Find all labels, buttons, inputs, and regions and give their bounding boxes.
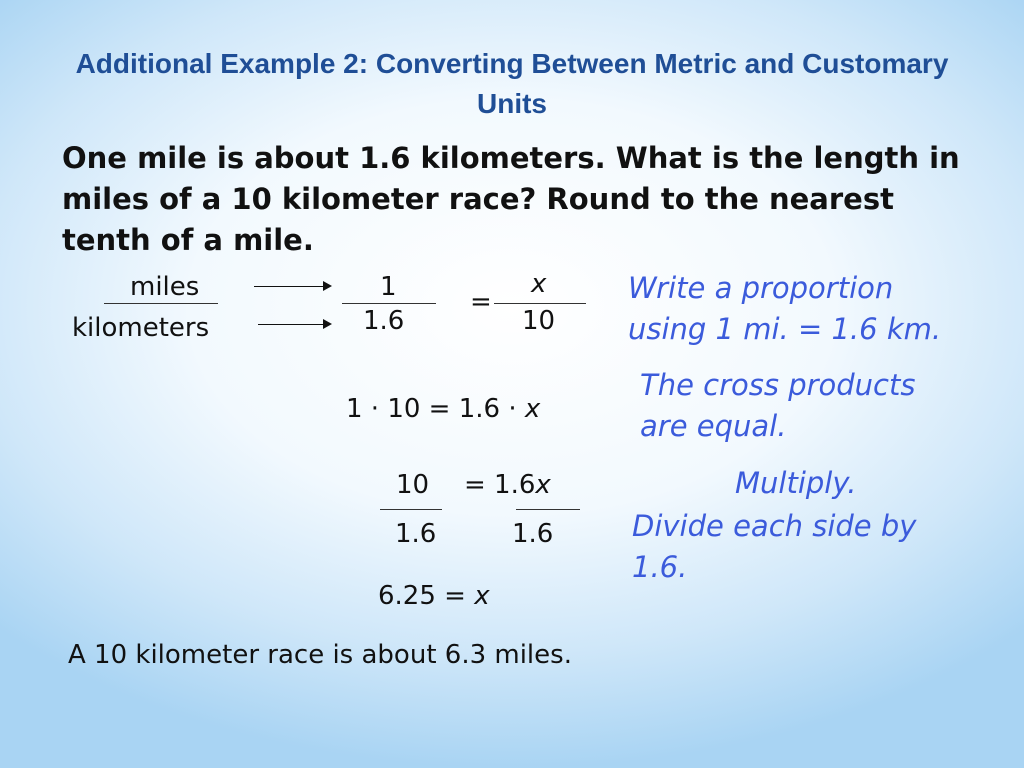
arrow-right-icon: [258, 324, 330, 325]
arrow-right-icon: [254, 286, 330, 287]
result-equation: 6.25 = x: [378, 581, 490, 611]
divide-right-bar: [516, 509, 580, 510]
divide-left-bar: [380, 509, 442, 510]
note-proportion: Write a proportion using 1 mi. = 1.6 km.: [628, 271, 942, 346]
divide-left-denominator: 1.6: [395, 519, 437, 549]
note-multiply: Multiply.: [735, 466, 857, 500]
equals-sign: =: [470, 287, 492, 317]
divide-equation: = 1.6x: [464, 470, 551, 500]
problem-statement: One mile is about 1.6 kilometers. What is the length in miles of a 10 kilometer race? Round to the nearest tenth of a mile.: [62, 141, 960, 257]
divide-right-denominator: 1.6: [512, 519, 554, 549]
label-fraction-bar: [104, 303, 218, 304]
fraction2-bar: [494, 303, 586, 304]
note-cross-products: The cross products are equal.: [640, 368, 916, 443]
page-title: Additional Example 2: Converting Between Metric and Customary Units: [75, 48, 949, 119]
note-divide: Divide each side by 1.6.: [632, 509, 917, 584]
fraction1-denominator: 1.6: [363, 306, 405, 336]
label-kilometers: kilometers: [72, 313, 210, 343]
fraction2-numerator: x: [531, 269, 547, 299]
fraction2-denominator: 10: [522, 306, 556, 336]
cross-products-equation: 1 · 10 = 1.6 · x: [346, 394, 541, 424]
fraction1-numerator: 1: [380, 272, 397, 302]
conclusion-text: A 10 kilometer race is about 6.3 miles.: [68, 640, 572, 670]
fraction1-bar: [342, 303, 436, 304]
divide-left-numerator: 10: [396, 470, 430, 500]
label-miles: miles: [130, 272, 200, 302]
